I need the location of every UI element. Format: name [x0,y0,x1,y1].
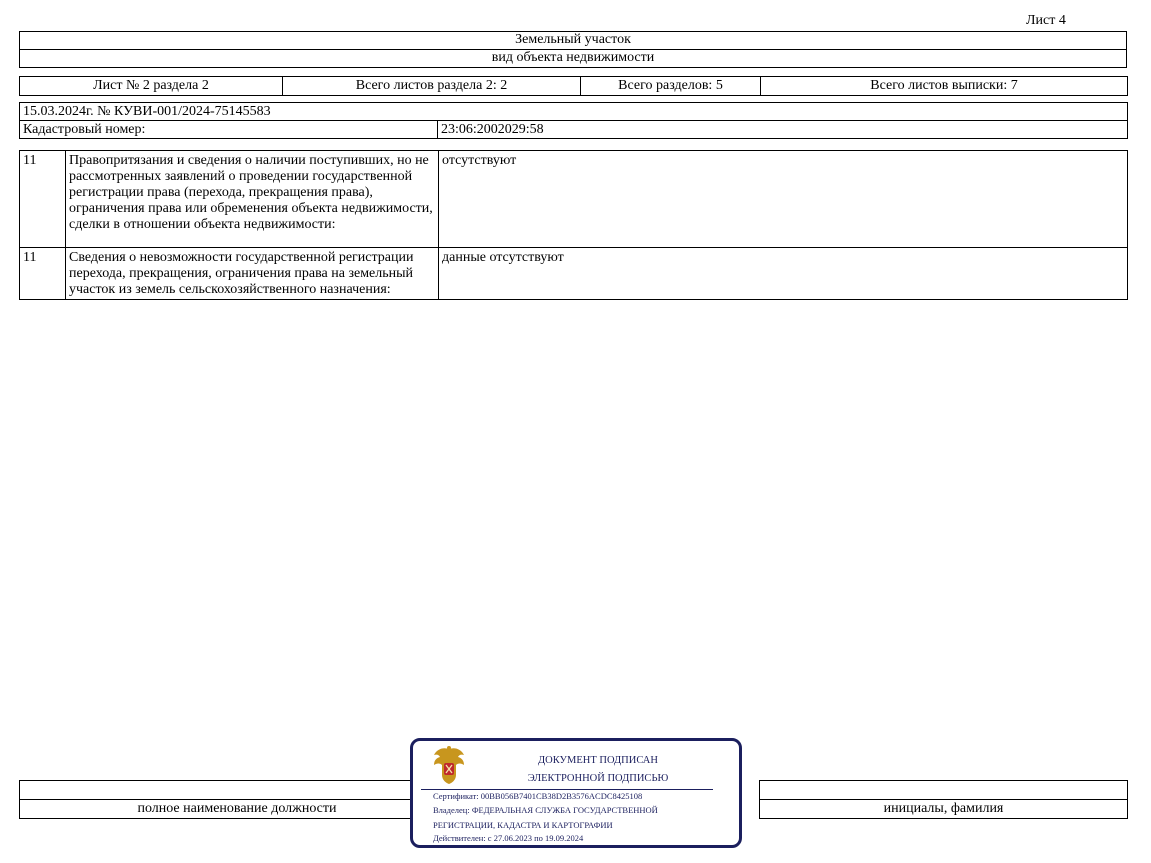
section-total-sheets: Всего листов раздела 2: 2 [283,77,581,96]
stamp-validity: Действителен: с 27.06.2023 по 19.09.2024 [433,833,584,843]
stamp-owner-line2: РЕГИСТРАЦИИ, КАДАСТРА И КАРТОГРАФИИ [433,820,613,830]
object-type-table [19,31,1127,68]
claims-table [19,150,1128,300]
electronic-signature-stamp [410,738,742,848]
row-value: отсутствуют [439,151,1128,248]
total-sections: Всего разделов: 5 [581,77,761,96]
stamp-certificate: Сертификат: 00BB056B7401CB38D2B3576ACDC8425108 [433,791,643,801]
name-caption: инициалы, фамилия [760,800,1128,819]
position-blank [20,781,455,800]
total-extract-sheets: Всего листов выписки: 7 [761,77,1128,96]
section-sheet: Лист № 2 раздела 2 [20,77,283,96]
position-caption: полное наименование должности [20,800,455,819]
double-headed-eagle-icon [431,745,467,785]
table-row [20,151,1128,248]
document-info-table [19,102,1128,139]
sheet-number: Лист 4 [1026,13,1066,28]
row-number: 11 [20,151,66,248]
name-blank [760,781,1128,800]
sheet-info-table [19,76,1128,96]
cadastral-label: Кадастровый номер: [20,121,438,139]
row-value: данные отсутствуют [439,248,1128,300]
cadastral-number: 23:06:2002029:58 [438,121,1128,139]
row-label: Сведения о невозможности государственной регистрации перехода, прекращения, ограничения права на земельный участок из земель сельскохозяйственного назначения: [66,248,439,300]
stamp-title-line1: ДОКУМЕНТ ПОДПИСАН [538,755,658,766]
document-date-number: 15.03.2024г. № КУВИ-001/2024-75145583 [20,103,1128,121]
row-number: 11 [20,248,66,300]
stamp-title-line2: ЭЛЕКТРОННОЙ ПОДПИСЬЮ [527,773,669,784]
object-subtitle: вид объекта недвижимости [20,50,1127,68]
table-row [20,248,1128,300]
row-label: Правопритязания и сведения о наличии поступивших, но не рассмотренных заявлений о проведении государственной регистрации права (перехода, прекращения права), ограничения права или обременения объекта недвижимости, сделки в отношении объекта недвижимости: [66,151,439,248]
object-title: Земельный участок [20,32,1127,50]
stamp-owner-line1: Владелец: ФЕДЕРАЛЬНАЯ СЛУЖБА ГОСУДАРСТВЕННОЙ [433,805,658,815]
